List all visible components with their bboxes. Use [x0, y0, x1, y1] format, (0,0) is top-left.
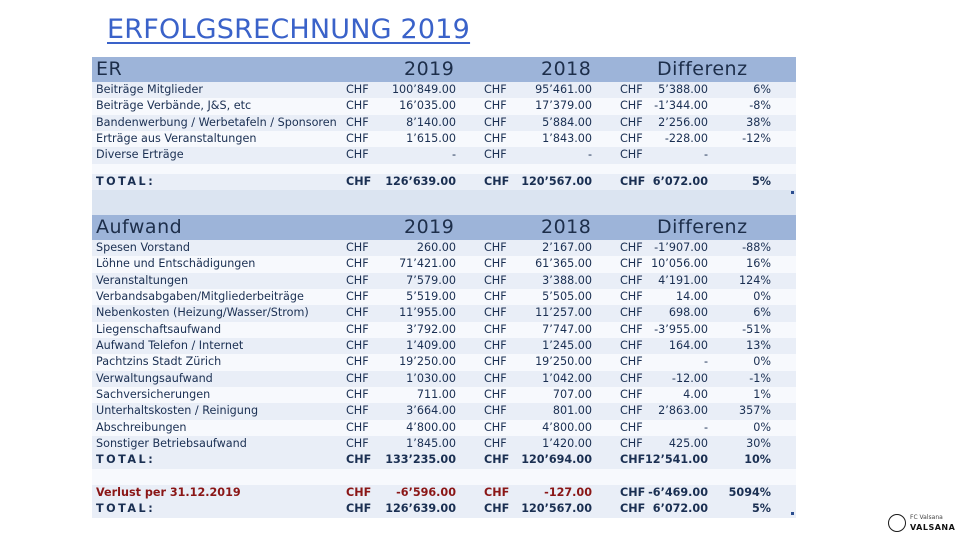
table-row	[92, 240, 796, 256]
table-row	[92, 256, 796, 272]
value-2018: 120’694.00	[521, 453, 592, 467]
value-percent: -88%	[742, 241, 771, 254]
value-2019: 100’849.00	[391, 83, 456, 96]
ertrag-header-diff: Differenz	[657, 58, 748, 80]
table-row	[92, 436, 796, 452]
value-2019: 133’235.00	[385, 453, 456, 467]
value-percent: 0%	[753, 355, 771, 369]
value-2018: 1’420.00	[542, 437, 592, 451]
currency-2019: CHF	[346, 420, 369, 434]
currency-diff: CHF	[620, 115, 643, 129]
currency-diff: CHF	[620, 99, 643, 113]
currency-2019: CHF	[346, 241, 369, 254]
row-label: Nebenkosten (Heizung/Wasser/Strom)	[96, 306, 309, 320]
currency-diff: CHF	[620, 339, 643, 353]
value-percent: -8%	[749, 99, 771, 113]
value-diff: -12.00	[671, 371, 708, 385]
value-diff: -	[703, 355, 708, 369]
currency-2019: CHF	[346, 99, 369, 113]
value-diff: -6’469.00	[648, 485, 708, 499]
value-diff: 14.00	[675, 290, 708, 304]
currency-diff: CHF	[620, 257, 643, 271]
currency-2019: CHF	[346, 115, 369, 129]
value-2018: 801.00	[552, 404, 592, 418]
currency-2019: CHF	[346, 355, 369, 369]
corner-marker	[791, 512, 794, 515]
club-logo	[886, 512, 956, 536]
table-row	[92, 387, 796, 403]
row-label: Spesen Vorstand	[96, 241, 190, 254]
table-row	[92, 371, 796, 387]
value-percent: 38%	[746, 115, 771, 129]
value-2018: 120’567.00	[521, 174, 592, 188]
currency-diff: CHF	[620, 388, 643, 402]
value-2019: 7’579.00	[406, 273, 456, 287]
currency-2019: CHF	[346, 83, 369, 96]
value-percent: 5094%	[728, 485, 771, 499]
row-label: TOTAL:	[96, 453, 156, 467]
currency-2019: CHF	[346, 306, 369, 320]
value-percent: 6%	[753, 306, 771, 320]
value-diff: 164.00	[668, 339, 708, 353]
currency-2018: CHF	[484, 502, 510, 516]
aufwand-rows	[92, 240, 796, 452]
currency-2018: CHF	[484, 99, 507, 113]
value-2018: 5’884.00	[542, 115, 592, 129]
value-diff: 4.00	[683, 388, 708, 402]
currency-2018: CHF	[484, 257, 507, 271]
row-label: Aufwand Telefon / Internet	[96, 339, 244, 353]
currency-2018: CHF	[484, 420, 507, 434]
ertrag-table	[92, 57, 796, 190]
row-label: TOTAL:	[96, 502, 156, 516]
currency-2018: CHF	[484, 241, 507, 254]
value-diff: 12’541.00	[645, 453, 708, 467]
spacer	[92, 469, 796, 485]
currency-2018: CHF	[484, 273, 507, 287]
value-2019: 711.00	[416, 388, 456, 402]
currency-diff: CHF	[620, 148, 643, 162]
currency-diff: CHF	[620, 322, 643, 336]
aufwand-table	[92, 215, 796, 518]
value-diff: -1’907.00	[654, 241, 708, 254]
table-row	[92, 420, 796, 436]
value-diff: -1’344.00	[654, 99, 708, 113]
value-2019: 19’250.00	[399, 355, 456, 369]
currency-2018: CHF	[484, 306, 507, 320]
value-2019: 71’421.00	[399, 257, 456, 271]
ertrag-header-label: ER	[96, 58, 123, 80]
currency-2018: CHF	[484, 388, 507, 402]
value-2019: 260.00	[416, 241, 456, 254]
currency-2019: CHF	[346, 273, 369, 287]
row-label: Beiträge Verbände, J&S, etc	[96, 99, 252, 113]
currency-2019: CHF	[346, 404, 369, 418]
value-percent: 30%	[746, 437, 771, 451]
row-label: Verbandsabgaben/Mitgliederbeiträge	[96, 290, 304, 304]
value-2019: 11’955.00	[399, 306, 456, 320]
value-2018: -127.00	[544, 485, 592, 499]
table-row	[92, 131, 796, 147]
value-2019: -6’596.00	[396, 485, 456, 499]
value-diff: -	[703, 148, 708, 162]
row-label: Unterhaltskosten / Reinigung	[96, 404, 259, 418]
corner-marker	[791, 191, 794, 194]
value-percent: -1%	[749, 371, 771, 385]
row-label: Bandenwerbung / Werbetafeln / Sponsoren	[96, 115, 337, 129]
aufwand-header	[92, 215, 796, 240]
currency-2019: CHF	[346, 132, 369, 146]
row-label: Verwaltungsaufwand	[96, 371, 213, 385]
row-label: Löhne und Entschädigungen	[96, 257, 256, 271]
currency-2019: CHF	[346, 453, 372, 467]
row-label: Abschreibungen	[96, 420, 187, 434]
value-2018: 1’843.00	[542, 132, 592, 146]
currency-diff: CHF	[620, 371, 643, 385]
currency-2018: CHF	[484, 322, 507, 336]
value-diff: 4’191.00	[658, 273, 708, 287]
aufwand-header-diff: Differenz	[657, 216, 748, 238]
ertrag-header-2019: 2019	[404, 58, 455, 80]
value-2018: 5’505.00	[542, 290, 592, 304]
currency-2019: CHF	[346, 148, 369, 162]
value-percent: -51%	[742, 322, 771, 336]
spacer	[92, 164, 796, 174]
currency-2018: CHF	[484, 485, 510, 499]
ertrag-header	[92, 57, 796, 82]
value-diff: 10’056.00	[651, 257, 708, 271]
value-2018: 11’257.00	[535, 306, 592, 320]
currency-2018: CHF	[484, 371, 507, 385]
value-percent: 16%	[746, 257, 771, 271]
value-percent: 13%	[746, 339, 771, 353]
ertrag-total-row	[92, 174, 796, 190]
value-2019: 1’615.00	[406, 132, 456, 146]
value-2018: 120’567.00	[521, 502, 592, 516]
currency-2018: CHF	[484, 453, 510, 467]
currency-diff: CHF	[620, 485, 646, 499]
ertrag-rows	[92, 82, 796, 164]
value-2019: 5’519.00	[406, 290, 456, 304]
currency-2019: CHF	[346, 502, 372, 516]
aufwand-total-row	[92, 452, 796, 468]
logo-line2: VALSANA	[910, 523, 956, 532]
value-2019: 1’845.00	[406, 437, 456, 451]
currency-2019: CHF	[346, 339, 369, 353]
currency-2019: CHF	[346, 485, 372, 499]
value-2019: 1’030.00	[406, 371, 456, 385]
logo-circle-icon	[888, 514, 906, 532]
table-row	[92, 289, 796, 305]
row-label: Erträge aus Veranstaltungen	[96, 132, 257, 146]
value-2019: 126’639.00	[385, 502, 456, 516]
value-2018: 17’379.00	[535, 99, 592, 113]
currency-2018: CHF	[484, 290, 507, 304]
aufwand-header-2019: 2019	[404, 216, 455, 238]
table-row	[92, 354, 796, 370]
currency-diff: CHF	[620, 453, 646, 467]
row-label: Verlust per 31.12.2019	[96, 485, 241, 499]
value-diff: 6’072.00	[652, 502, 708, 516]
value-2018: -	[587, 148, 592, 162]
row-label: Diverse Erträge	[96, 148, 184, 162]
row-label: Beiträge Mitglieder	[96, 83, 203, 96]
currency-2019: CHF	[346, 322, 369, 336]
value-diff: -3’955.00	[654, 322, 708, 336]
currency-2018: CHF	[484, 174, 510, 188]
row-label: Sachversicherungen	[96, 388, 211, 402]
value-2018: 2’167.00	[542, 241, 592, 254]
currency-2019: CHF	[346, 371, 369, 385]
table-row	[92, 403, 796, 419]
currency-2018: CHF	[484, 437, 507, 451]
value-2018: 3’388.00	[542, 273, 592, 287]
value-diff: 6’072.00	[652, 174, 708, 188]
currency-2018: CHF	[484, 404, 507, 418]
value-percent: 5%	[752, 502, 771, 516]
row-label: Veranstaltungen	[96, 273, 189, 287]
value-diff: 5’388.00	[658, 83, 708, 96]
value-2018: 61’365.00	[535, 257, 592, 271]
value-2019: 16’035.00	[399, 99, 456, 113]
value-percent: -12%	[742, 132, 771, 146]
value-diff: -	[703, 420, 708, 434]
aufwand-header-2018: 2018	[541, 216, 592, 238]
value-2019: 4’800.00	[406, 420, 456, 434]
table-row	[92, 322, 796, 338]
table-row	[92, 147, 796, 163]
row-label: TOTAL:	[96, 174, 156, 188]
currency-2018: CHF	[484, 355, 507, 369]
value-diff: -228.00	[664, 132, 708, 146]
currency-2019: CHF	[346, 290, 369, 304]
value-2019: 8’140.00	[406, 115, 456, 129]
currency-diff: CHF	[620, 502, 646, 516]
currency-diff: CHF	[620, 132, 643, 146]
value-percent: 1%	[753, 388, 771, 402]
value-percent: 0%	[753, 290, 771, 304]
currency-2018: CHF	[484, 132, 507, 146]
currency-diff: CHF	[620, 273, 643, 287]
currency-diff: CHF	[620, 355, 643, 369]
table-row	[92, 82, 796, 98]
value-2018: 19’250.00	[535, 355, 592, 369]
table-row	[92, 305, 796, 321]
currency-2019: CHF	[346, 388, 369, 402]
currency-diff: CHF	[620, 290, 643, 304]
table-row	[92, 338, 796, 354]
value-2019: 1’409.00	[406, 339, 456, 353]
currency-2019: CHF	[346, 174, 372, 188]
value-2019: 126’639.00	[385, 174, 456, 188]
table-row	[92, 115, 796, 131]
value-2019: -	[451, 148, 456, 162]
value-2018: 7’747.00	[542, 322, 592, 336]
value-percent: 0%	[753, 420, 771, 434]
value-2018: 707.00	[552, 388, 592, 402]
value-2018: 1’042.00	[542, 371, 592, 385]
row-label: Sonstiger Betriebsaufwand	[96, 437, 247, 451]
income-statement-sheet	[92, 57, 796, 515]
currency-diff: CHF	[620, 404, 643, 418]
value-2018: 95’461.00	[535, 83, 592, 96]
value-percent: 5%	[752, 174, 771, 188]
aufwand-header-label: Aufwand	[96, 216, 183, 238]
table-row	[92, 273, 796, 289]
value-2019: 3’664.00	[406, 404, 456, 418]
currency-diff: CHF	[620, 241, 643, 254]
currency-2018: CHF	[484, 115, 507, 129]
verlust-row	[92, 485, 796, 501]
page-title: ERFOLGSRECHNUNG 2019	[107, 14, 471, 45]
value-diff: 425.00	[668, 437, 708, 451]
currency-diff: CHF	[620, 174, 646, 188]
currency-2019: CHF	[346, 437, 369, 451]
currency-2019: CHF	[346, 257, 369, 271]
value-2019: 3’792.00	[406, 322, 456, 336]
value-2018: 1’245.00	[542, 339, 592, 353]
ertrag-header-2018: 2018	[541, 58, 592, 80]
currency-diff: CHF	[620, 437, 643, 451]
currency-2018: CHF	[484, 339, 507, 353]
row-label: Liegenschaftsaufwand	[96, 322, 222, 336]
currency-2018: CHF	[484, 148, 507, 162]
value-percent: 357%	[739, 404, 771, 418]
row-label: Pachtzins Stadt Zürich	[96, 355, 222, 369]
value-diff: 2’863.00	[658, 404, 708, 418]
currency-diff: CHF	[620, 420, 643, 434]
logo-line1: FC Valsana	[910, 514, 943, 521]
currency-2018: CHF	[484, 83, 507, 96]
value-percent: 6%	[753, 83, 771, 96]
value-diff: 2’256.00	[658, 115, 708, 129]
value-diff: 698.00	[668, 306, 708, 320]
table-row	[92, 98, 796, 114]
value-percent: 124%	[739, 273, 771, 287]
value-percent: 10%	[744, 453, 771, 467]
currency-diff: CHF	[620, 306, 643, 320]
grand-total-row	[92, 501, 796, 517]
value-2018: 4’800.00	[542, 420, 592, 434]
currency-diff: CHF	[620, 83, 643, 96]
